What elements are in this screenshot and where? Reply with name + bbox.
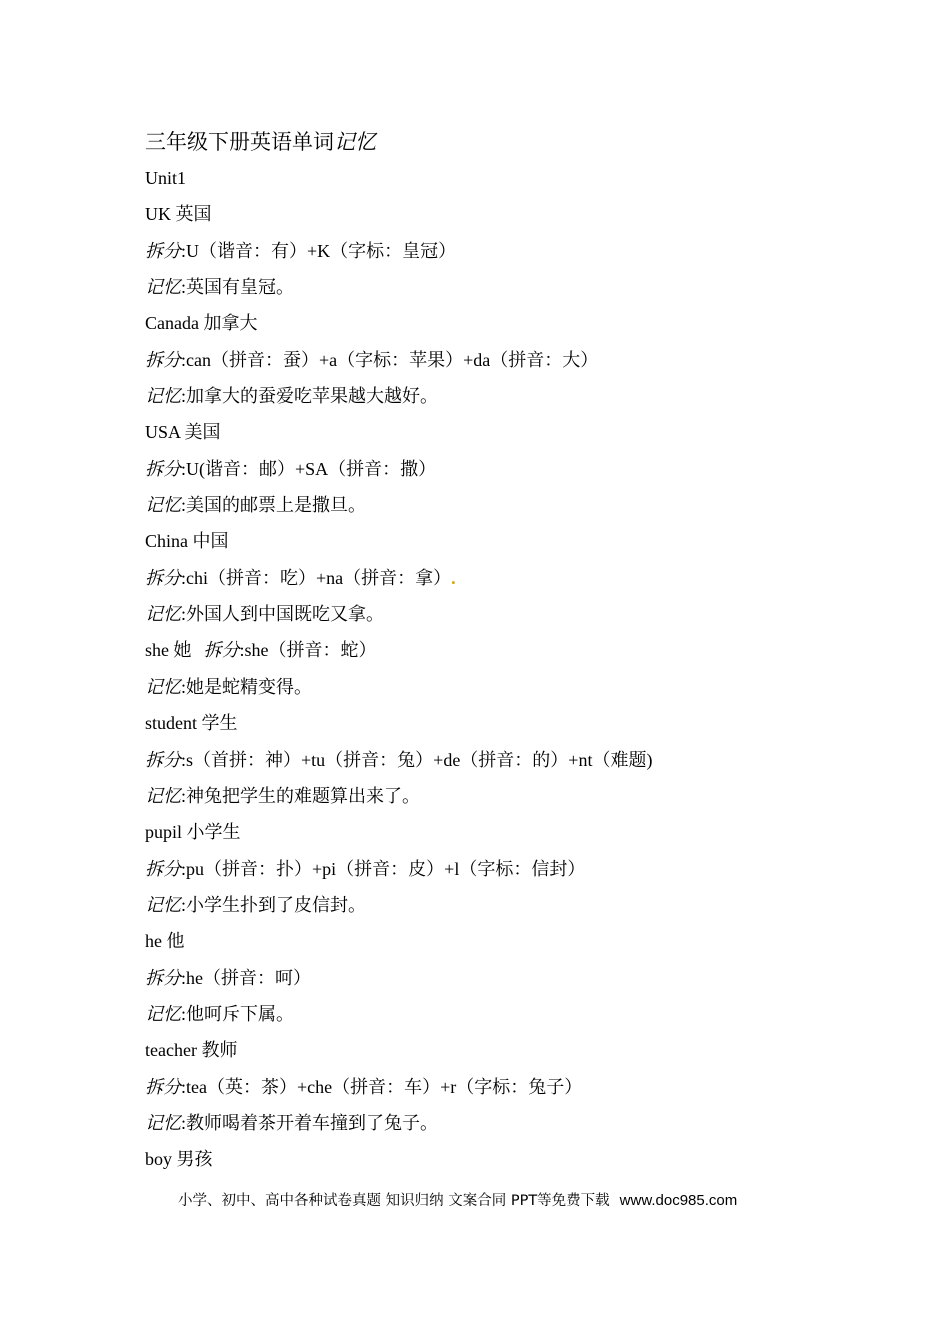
memory-text: 小学生扑到了皮信封。 — [186, 894, 367, 915]
memory-label: 记忆 — [145, 1003, 181, 1024]
colon: : — [181, 785, 187, 806]
footer-url[interactable]: www.doc985.com — [619, 1192, 738, 1209]
memory-text: 教师喝着茶开着车撞到了兔子。 — [186, 1112, 439, 1133]
page-title — [145, 124, 905, 160]
memory-label: 记忆 — [145, 676, 181, 697]
memory-line — [145, 269, 905, 305]
word-text: she 她 — [145, 640, 192, 661]
memory-text: 美国的邮票上是撒旦。 — [186, 495, 367, 516]
split-label: 拆分 — [145, 349, 181, 370]
memory-line — [145, 996, 905, 1032]
split-line — [145, 451, 905, 487]
colon: : — [181, 240, 187, 261]
split-text: s（首拼：神）+tu（拼音：兔）+de（拼音：的）+nt（难题) — [186, 749, 653, 770]
page-footer — [178, 1190, 737, 1212]
split-text: he（拼音：呵） — [186, 967, 312, 988]
split-label: 拆分 — [145, 858, 181, 879]
colon: : — [239, 640, 245, 661]
trailing-dot: . — [451, 567, 456, 588]
split-text: U(谐音：邮）+SA（拼音：撒） — [186, 458, 437, 479]
title-italic: 记忆 — [334, 130, 376, 154]
memory-label: 记忆 — [145, 495, 181, 516]
word-entry: boy 男孩 — [145, 1149, 213, 1170]
colon: : — [181, 1003, 187, 1024]
colon: : — [181, 894, 187, 915]
colon: : — [181, 277, 187, 298]
split-line — [145, 342, 905, 378]
split-label: 拆分 — [145, 967, 181, 988]
colon: : — [181, 604, 187, 625]
split-line — [145, 742, 905, 778]
unit-heading: Unit1 — [145, 168, 187, 188]
memory-line — [145, 669, 905, 705]
memory-text: 他呵斥下属。 — [186, 1003, 295, 1024]
memory-label: 记忆 — [145, 785, 181, 806]
split-label: 拆分 — [145, 1076, 181, 1097]
memory-line — [145, 487, 905, 523]
memory-label: 记忆 — [145, 894, 181, 915]
colon: : — [181, 1112, 187, 1133]
memory-text: 加拿大的蚕爱吃苹果越大越好。 — [186, 386, 439, 407]
memory-text: 外国人到中国既吃又拿。 — [186, 604, 385, 625]
document-body — [145, 124, 905, 1178]
split-text: U（谐音：有）+K（字标：皇冠） — [186, 240, 457, 261]
memory-label: 记忆 — [145, 386, 181, 407]
colon: : — [181, 386, 187, 407]
memory-line — [145, 596, 905, 632]
split-text: chi（拼音：吃）+na（拼音：拿） — [186, 567, 452, 588]
word-entry: Canada 加拿大 — [145, 313, 258, 334]
split-line — [145, 851, 905, 887]
colon: : — [181, 495, 187, 516]
split-line — [145, 560, 905, 596]
memory-label: 记忆 — [145, 1112, 181, 1133]
split-line — [145, 960, 905, 996]
word-entry: USA 美国 — [145, 422, 221, 443]
title-main: 三年级下册英语单词 — [145, 130, 334, 154]
word-entry-with-split — [145, 632, 905, 668]
word-entry: pupil 小学生 — [145, 822, 241, 843]
split-label: 拆分 — [145, 567, 181, 588]
memory-line — [145, 778, 905, 814]
split-label: 拆分 — [145, 240, 181, 261]
colon: : — [181, 458, 187, 479]
word-entry: student 学生 — [145, 713, 238, 734]
memory-text: 英国有皇冠。 — [186, 277, 295, 298]
colon: : — [181, 967, 187, 988]
memory-line — [145, 887, 905, 923]
footer-text: 小学、初中、高中各种试卷真题 知识归纳 文案合同 PPT等免费下载 — [178, 1193, 610, 1209]
split-text: pu（拼音：扑）+pi（拼音：皮）+l（字标：信封） — [186, 858, 586, 879]
colon: : — [181, 858, 187, 879]
word-entry: he 他 — [145, 931, 185, 952]
colon: : — [181, 1076, 187, 1097]
word-entry: China 中国 — [145, 531, 229, 552]
colon: : — [181, 567, 187, 588]
colon: : — [181, 349, 187, 370]
memory-label: 记忆 — [145, 604, 181, 625]
colon: : — [181, 676, 187, 697]
memory-text: 神兔把学生的难题算出来了。 — [186, 785, 421, 806]
memory-label: 记忆 — [145, 277, 181, 298]
word-entry: UK 英国 — [145, 204, 212, 225]
memory-text: 她是蛇精变得。 — [186, 676, 313, 697]
split-line — [145, 1069, 905, 1105]
split-text: can（拼音：蚕）+a（字标：苹果）+da（拼音：大） — [186, 349, 599, 370]
split-text: she（拼音：蛇） — [244, 640, 377, 661]
split-label: 拆分 — [145, 458, 181, 479]
colon: : — [181, 749, 187, 770]
word-entry: teacher 教师 — [145, 1040, 238, 1061]
memory-line — [145, 378, 905, 414]
split-line — [145, 233, 905, 269]
split-text: tea（英：茶）+che（拼音：车）+r（字标：兔子） — [186, 1076, 583, 1097]
memory-line — [145, 1105, 905, 1141]
split-label: 拆分 — [145, 749, 181, 770]
split-label: 拆分 — [203, 640, 240, 661]
